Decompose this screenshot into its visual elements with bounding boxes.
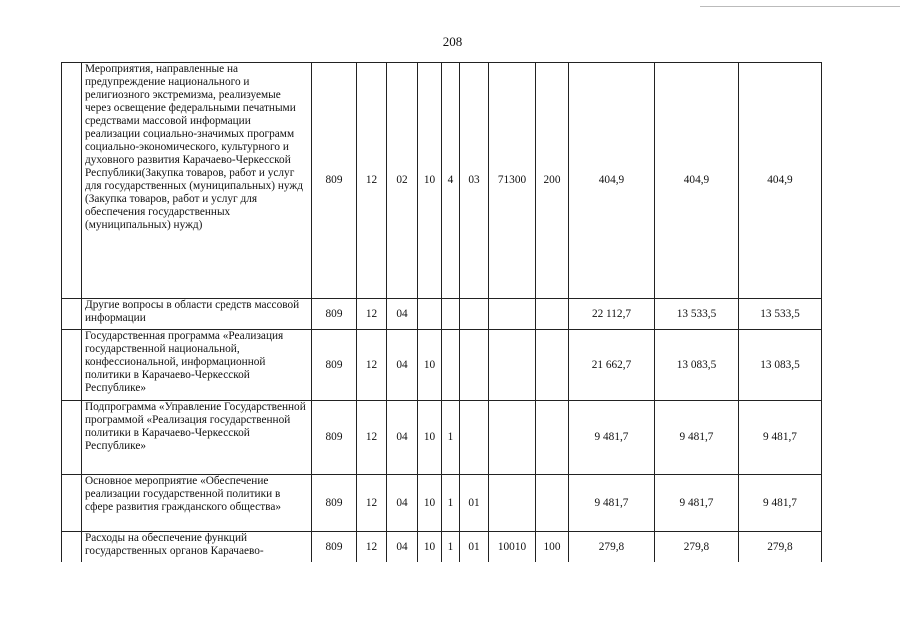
ministry-code-cell: 809	[312, 532, 357, 563]
subprogram-code-cell	[442, 299, 460, 330]
ministry-code-cell: 809	[312, 330, 357, 401]
direction-code-cell: 10010	[489, 532, 536, 563]
table-row	[62, 63, 822, 299]
program-code-cell: 10	[418, 532, 442, 563]
amount-3-cell: 13 533,5	[739, 299, 822, 330]
section-code-cell: 12	[357, 401, 387, 475]
subprogram-code-cell: 1	[442, 401, 460, 475]
event-code-cell	[460, 299, 489, 330]
direction-code-cell	[489, 299, 536, 330]
program-code-cell: 10	[418, 330, 442, 401]
row-stub-cell	[62, 330, 82, 401]
subsection-code-cell: 04	[387, 475, 418, 532]
amount-1-cell: 9 481,7	[569, 475, 655, 532]
row-stub-cell	[62, 532, 82, 563]
amount-2-cell: 13 533,5	[655, 299, 739, 330]
amount-3-cell: 9 481,7	[739, 401, 822, 475]
amount-1-cell: 22 112,7	[569, 299, 655, 330]
row-stub-cell	[62, 401, 82, 475]
subsection-code-cell: 04	[387, 299, 418, 330]
amount-1-cell: 279,8	[569, 532, 655, 563]
event-code-cell: 01	[460, 532, 489, 563]
table-row	[62, 330, 822, 401]
program-code-cell: 10	[418, 63, 442, 299]
amount-3-cell: 13 083,5	[739, 330, 822, 401]
expense-type-cell	[536, 330, 569, 401]
subsection-code-cell: 04	[387, 330, 418, 401]
direction-code-cell	[489, 401, 536, 475]
section-code-cell: 12	[357, 532, 387, 563]
amount-3-cell: 404,9	[739, 63, 822, 299]
subprogram-code-cell: 1	[442, 475, 460, 532]
ministry-code-cell: 809	[312, 63, 357, 299]
amount-2-cell: 9 481,7	[655, 475, 739, 532]
description-cell: Основное мероприятие «Обеспечение реализации государственной политики в сфере развития гражданского общества»	[82, 475, 312, 532]
direction-code-cell	[489, 330, 536, 401]
amount-1-cell: 404,9	[569, 63, 655, 299]
subprogram-code-cell: 4	[442, 63, 460, 299]
amount-3-cell: 9 481,7	[739, 475, 822, 532]
description-cell: Расходы на обеспечение функций государственных органов Карачаево-	[82, 532, 312, 563]
amount-3-cell: 279,8	[739, 532, 822, 563]
table-row	[62, 532, 822, 563]
expense-type-cell	[536, 475, 569, 532]
row-stub-cell	[62, 63, 82, 299]
section-code-cell: 12	[357, 299, 387, 330]
ministry-code-cell: 809	[312, 475, 357, 532]
amount-2-cell: 279,8	[655, 532, 739, 563]
amount-2-cell: 9 481,7	[655, 401, 739, 475]
expense-type-cell	[536, 401, 569, 475]
description-cell: Мероприятия, направленные на предупреждение национального и религиозного экстремизма, реализуемые через освещение федеральными печатными средствами массовой информации реализации социально-значимых программ социально-экономического, культурного и духовного развития Карачаево-Черкесской Республики(Закупка товаров, работ и услуг для государственных (муниципальных) нужд (Закупка товаров, работ и услуг для обеспечения государственных (муниципальных) нужд)	[82, 63, 312, 299]
ministry-code-cell: 809	[312, 299, 357, 330]
direction-code-cell	[489, 475, 536, 532]
section-code-cell: 12	[357, 330, 387, 401]
expense-type-cell: 100	[536, 532, 569, 563]
description-cell: Другие вопросы в области средств массовой информации	[82, 299, 312, 330]
row-stub-cell	[62, 299, 82, 330]
budget-table	[61, 62, 822, 562]
program-code-cell: 10	[418, 401, 442, 475]
page-number: 208	[442, 34, 463, 49]
row-stub-cell	[62, 475, 82, 532]
ministry-code-cell: 809	[312, 401, 357, 475]
event-code-cell	[460, 401, 489, 475]
event-code-cell	[460, 330, 489, 401]
subsection-code-cell: 02	[387, 63, 418, 299]
description-cell: Подпрограмма «Управление Государственной программой «Реализация государственной политики в Карачаево-Черкесской Республике»	[82, 401, 312, 475]
subprogram-code-cell: 1	[442, 532, 460, 563]
description-cell: Государственная программа «Реализация государственной национальной, конфессиональной, информационной политики в Карачаево-Черкесской Республике»	[82, 330, 312, 401]
amount-1-cell: 9 481,7	[569, 401, 655, 475]
table-row	[62, 401, 822, 475]
expense-type-cell: 200	[536, 63, 569, 299]
subsection-code-cell: 04	[387, 401, 418, 475]
table-row	[62, 475, 822, 532]
amount-2-cell: 404,9	[655, 63, 739, 299]
expense-type-cell	[536, 299, 569, 330]
amount-2-cell: 13 083,5	[655, 330, 739, 401]
event-code-cell: 03	[460, 63, 489, 299]
scan-artifact-line	[700, 6, 900, 7]
direction-code-cell: 71300	[489, 63, 536, 299]
section-code-cell: 12	[357, 475, 387, 532]
subsection-code-cell: 04	[387, 532, 418, 563]
section-code-cell: 12	[357, 63, 387, 299]
program-code-cell: 10	[418, 475, 442, 532]
event-code-cell: 01	[460, 475, 489, 532]
subprogram-code-cell	[442, 330, 460, 401]
program-code-cell	[418, 299, 442, 330]
table-row	[62, 299, 822, 330]
amount-1-cell: 21 662,7	[569, 330, 655, 401]
